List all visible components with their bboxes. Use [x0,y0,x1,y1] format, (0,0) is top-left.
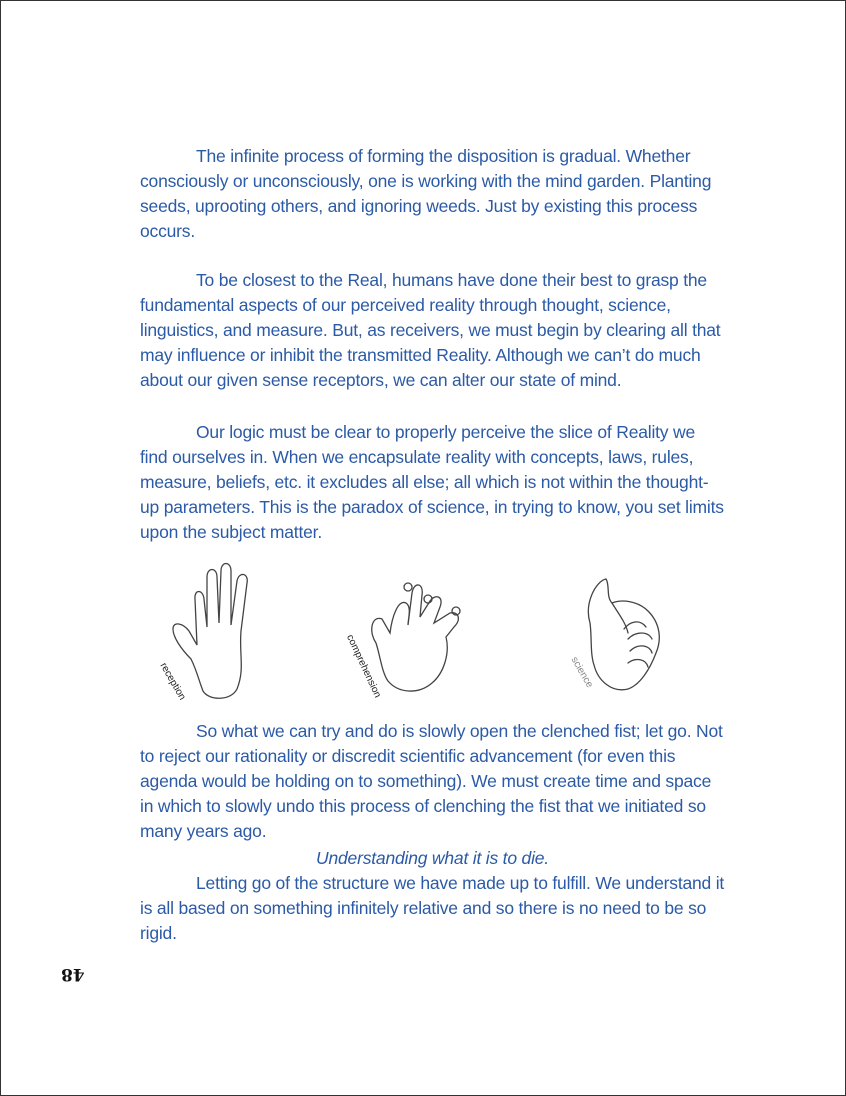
paragraph-text: Letting go of the structure we have made up to fulfill. We understand it is all based on something infinitely relative and so there is no need to be so rigid. [140,873,725,943]
figure-label: science [568,655,595,690]
paragraph-4 [140,719,725,844]
paragraph-3 [140,420,725,545]
paragraph-text: The infinite process of forming the disposition is gradual. Whether consciously or unconsciously, one is working with the mind garden. Planting seeds, uprooting others, and ignoring weeds. Just by existing this process occurs. [140,146,712,241]
open-hand-illustration [157,559,291,704]
paragraph-text: Our logic must be clear to properly perceive the slice of Reality we find ourselves in. When we encapsulate reality with concepts, laws, rules, measure, beliefs, etc. it excludes all else; all which is not within the thought-up parameters. This is the paradox of science, in trying to know, you set limits upon the subject matter. [140,422,724,542]
paragraph-2 [140,268,725,393]
page-number: 48 [61,964,85,984]
italic-caption: Understanding what it is to die. [316,848,549,868]
figure-label: comprehension [344,633,383,700]
paragraph-text: To be closest to the Real, humans have done their best to grasp the fundamental aspects of our perceived reality through thought, science, linguistics, and measure. But, as receivers, we must begin by clearing all that may influence or inhibit the transmitted Reality. Although we can’t do much about our given sense receptors, we can alter our state of mind. [140,270,721,390]
paragraph-5 [140,871,725,946]
figure-label: reception [157,661,188,703]
half-hand-illustration [346,573,486,703]
paragraph-text: So what we can try and do is slowly open the clenched fist; let go. Not to reject our rationality or discredit scientific advancement (for even this agenda would be holding on to something). We must create time and space in which to slowly undo this process of clenching the fist that we initiated so many years ago. [140,721,723,841]
paragraph-1 [140,144,725,244]
fist-illustration [566,573,676,703]
